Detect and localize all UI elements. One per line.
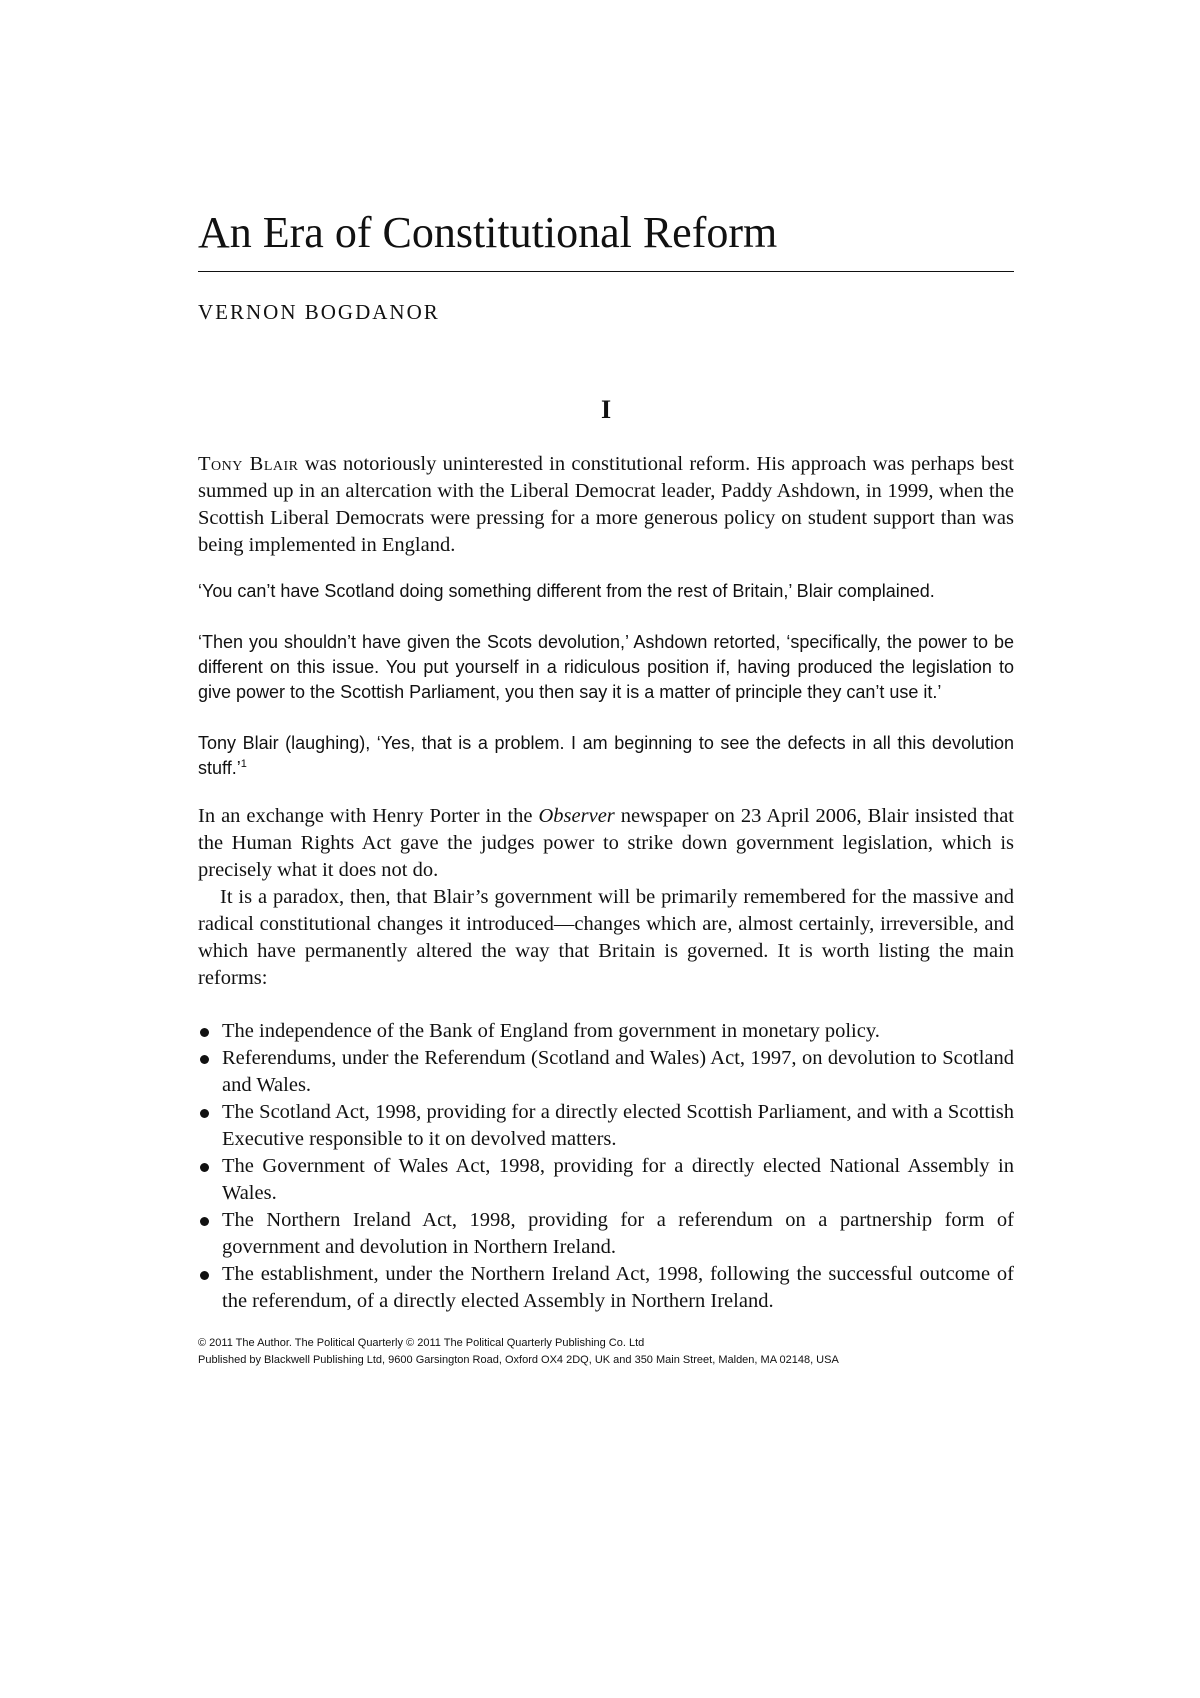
footnote-marker: 1 <box>240 757 247 770</box>
publisher-line: Published by Blackwell Publishing Ltd, 9600 Garsington Road, Oxford OX4 2DQ, UK and 350 Main Street, Malden, MA 02148, USA <box>198 1353 839 1366</box>
quote-ashdown: ‘Then you shouldn’t have given the Scots devolution,’ Ashdown retorted, ‘specifically, the power to be different on this issue. You put yourself in a ridiculous position if, having produced the legislation to give power to the Scottish Parliament, you then say it is a matter of principle they can’t use it.’ <box>198 631 1014 702</box>
list-item: The Government of Wales Act, 1998, providing for a directly elected National Assembly in Wales. <box>198 1153 1014 1207</box>
list-item: Referendums, under the Referendum (Scotland and Wales) Act, 1997, on devolution to Scotland and Wales. <box>198 1045 1014 1099</box>
quote-blair-laughing <box>198 731 1014 781</box>
article-author: VERNON BOGDANOR <box>198 299 440 324</box>
reforms-list <box>198 1018 1014 1315</box>
page-footer <box>198 1335 1014 1369</box>
intro-text: was notoriously uninterested in constitutional reform. His approach was perhaps best summed up in an altercation with the Liberal Democrat leader, Paddy Ashdown, in 1999, when the Scottish Liberal Democrats were pressing for a more generous policy on student support than was being implemented in England. <box>198 452 1014 556</box>
paragraph-paradox: It is a paradox, then, that Blair’s government will be primarily remembered for the massive and radical constitutional changes it introduced—changes which are, almost certainly, irreversible, and which have permanently altered the way that Britain is governed. It is worth listing the main reforms: <box>198 885 1014 989</box>
quote-blair: ‘You can’t have Scotland doing something different from the rest of Britain,’ Blair complained. <box>198 580 935 601</box>
article-title: An Era of Constitutional Reform <box>198 208 1014 272</box>
list-item: The Northern Ireland Act, 1998, providing for a referendum on a partnership form of government and devolution in Northern Ireland. <box>198 1207 1014 1261</box>
intro-paragraph <box>198 451 1014 559</box>
paragraph-porter-after: newspaper on 23 April 2006, Blair insisted that the Human Rights Act gave the judges power to strike down government legislation, which is precisely what it does not do. <box>198 804 1014 881</box>
newspaper-name: Observer <box>538 804 615 827</box>
paragraph-porter <box>198 803 1014 884</box>
copyright-line: © 2011 The Author. The Political Quarterly © 2011 The Political Quarterly Publishing Co. Ltd <box>198 1336 645 1349</box>
section-heading: I <box>600 394 612 424</box>
list-item: The Scotland Act, 1998, providing for a directly elected Scottish Parliament, and with a Scottish Executive responsible to it on devolved matters. <box>198 1099 1014 1153</box>
article-page <box>198 208 1014 1369</box>
list-item: The establishment, under the Northern Ireland Act, 1998, following the successful outcome of the referendum, of a directly elected Assembly in Northern Ireland. <box>198 1261 1014 1315</box>
paragraph-porter-before: In an exchange with Henry Porter in the <box>198 804 539 827</box>
quote-blair-laughing-text: Tony Blair (laughing), ‘Yes, that is a problem. I am beginning to see the defects in all this devolution stuff.’ <box>198 732 1014 778</box>
list-item: The independence of the Bank of England from government in monetary policy. <box>198 1018 1014 1045</box>
lead-name: Tony Blair <box>198 452 299 475</box>
